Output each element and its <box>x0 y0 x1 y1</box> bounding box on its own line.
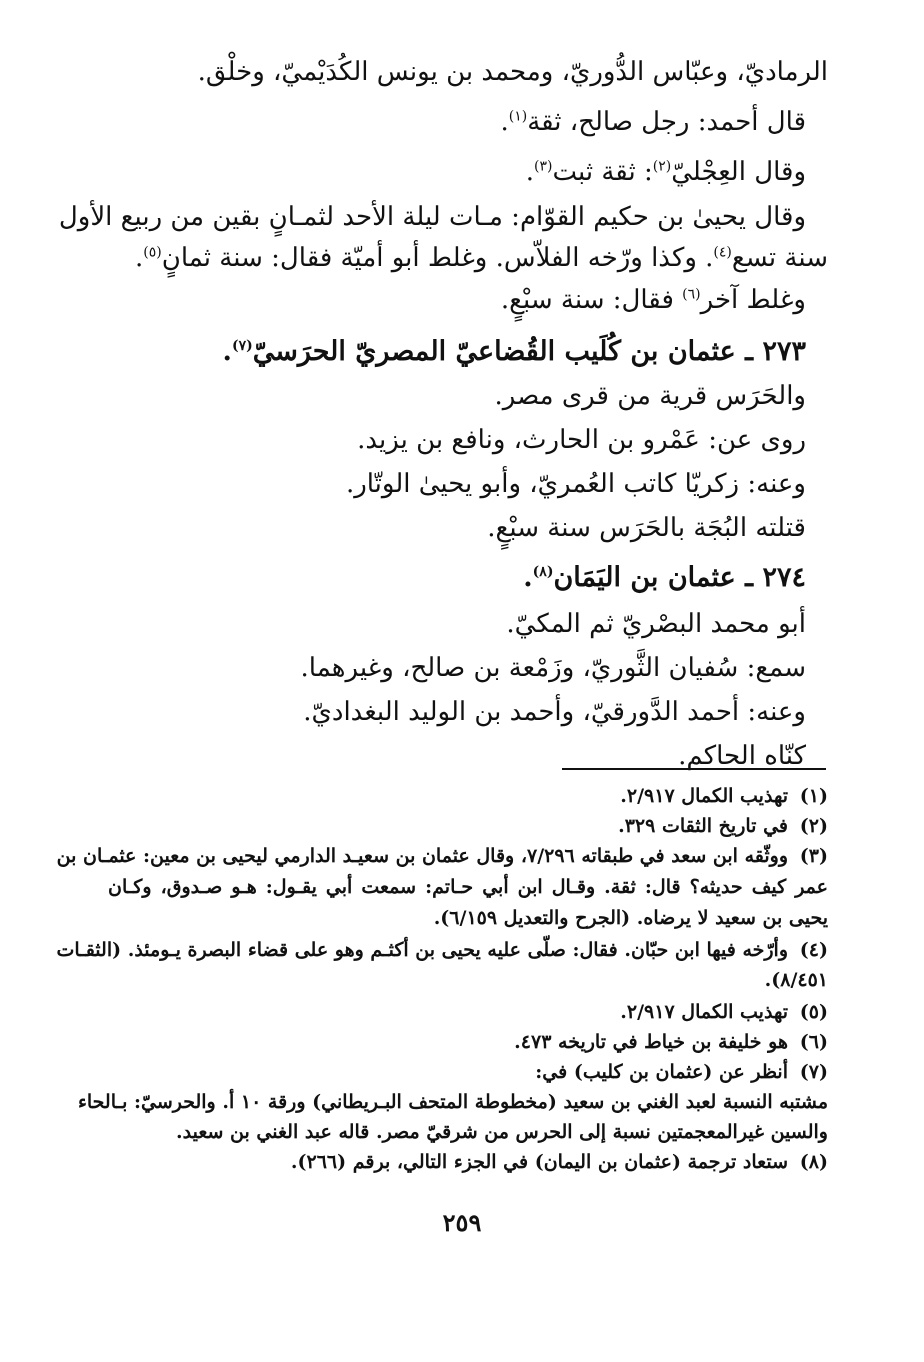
footnote-ref[interactable]: (٥) <box>143 244 162 261</box>
text-line: وعنه: أحمد الدَّورقيّ، وأحمد بن الوليد البغداديّ. <box>303 697 806 727</box>
footnote-2: (٢)في تاريخ الثقات ٣٢٩. <box>618 815 828 837</box>
text-line: سمع: سُفيان الثَّوريّ، وزَمْعة بن صالح، وغيرهما. <box>300 653 806 683</box>
footnote-5: (٥)تهذيب الكمال ٢/٩١٧. <box>620 1001 828 1023</box>
text-line: وغلط آخر$^{(٦)}$ فقال: سنة سبْعٍ. <box>500 285 806 315</box>
footnote-1: (١)تهذيب الكمال ٢/٩١٧. <box>620 785 828 807</box>
text-line: قتلته البُجَة بالحَرَس سنة سبْعٍ. <box>487 513 806 543</box>
footnote-line: مشتبه النسبة لعبد الغني بن سعيد (مخطوطة المتحف البـريطاني) ورقة ١٠ أ. والحرسيّ: بـالحاء <box>77 1091 828 1113</box>
text-line: والحَرَس قرية من قرى مصر. <box>494 381 806 411</box>
footnote-4: (٤)وأرّخه فيها ابن حبّان. فقال: صلّى عليه يحيى بن أكثـم وهو على قضاء البصرة يـومئذ. (الثقـات <box>56 939 828 961</box>
footnote-7: (٧)أنظر عن (عثمان بن كليب) في: <box>535 1061 828 1083</box>
entry-heading-274: ٢٧٤ ـ عثمان بن اليَمَان$^{(٨)}$. <box>523 562 806 593</box>
footnote-ref[interactable]: (٤) <box>713 244 732 261</box>
entry-heading-273: ٢٧٣ ـ عثمان بن كُلَيب القُضاعيّ المصريّ الحرَسيّ$^{(٧)}$. <box>222 336 806 367</box>
footnote-6: (٦)هو خليفة بن خياط في تاريخه ٤٧٣. <box>514 1031 828 1053</box>
footnote-ref[interactable]: (٨) <box>532 564 554 580</box>
text-line: وقال يحيىٰ بن حكيم القوّام: مـات ليلة الأحد لثمـانٍ بقين من ربيع الأول <box>58 202 806 232</box>
footnote-separator <box>562 768 826 770</box>
footnote-ref[interactable]: (٣) <box>534 158 553 175</box>
text-line: وعنه: زكريّا كاتب العُمريّ، وأبو يحيىٰ الوتّار. <box>345 469 806 499</box>
text-line: سنة تسع$^{(٤)}$. وكذا ورّخه الفلاّس. وغلط أبو أميّة فقال: سنة ثمانٍ$^{(٥)}$. <box>135 243 828 273</box>
text-line: قال أحمد: رجل صالح، ثقة$^{(١)}$. <box>500 107 806 137</box>
footnote-3: (٣)ووثّقه ابن سعد في طبقاته ٧/٢٩٦، وقال عثمان بن سعيـد الدارمي ليحيى بن معين: عثمـان بن <box>56 845 828 867</box>
footnote-line: والسين غيرالمعجمتين نسبة إلى الحرس من شرقيّ مصر. قاله عبد الغني بن سعيد. <box>176 1121 828 1143</box>
footnote-ref[interactable]: (٦) <box>682 286 701 303</box>
footnote-line: يحيى بن سعيد لا يرضاه. (الجرح والتعديل ٦/١٥٩). <box>433 907 828 929</box>
footnote-ref[interactable]: (٧) <box>231 338 253 354</box>
text-line: روى عن: عَمْرو بن الحارث، ونافع بن يزيد. <box>357 425 806 455</box>
footnote-ref[interactable]: (١) <box>508 108 528 125</box>
text-line: وقال العِجْليّ$^{(٢)}$: ثقة ثبت$^{(٣)}$. <box>525 157 806 187</box>
footnote-ref[interactable]: (٢) <box>652 158 672 175</box>
footnote-8: (٨)ستعاد ترجمة (عثمان بن اليمان) في الجزء التالي، برقم (٢٦٦). <box>290 1151 828 1173</box>
footnote-line: عمر كيف حديثه؟ قال: ثقة. وقـال ابن أبي حـاتم: سمعت أبي يقـول: هـو صـدوق، وكـان <box>108 876 828 898</box>
page-number: ٢٥٩ <box>442 1208 482 1237</box>
text-line: الرماديّ، وعبّاس الدُّوريّ، ومحمد بن يونس الكُدَيْميّ، وخلْق. <box>197 57 828 87</box>
text-line: أبو محمد البصْريّ ثم المكيّ. <box>506 609 806 639</box>
footnote-line: ٨/٤٥١). <box>764 969 828 991</box>
text-line: كنّاه الحاكم. <box>678 741 806 771</box>
